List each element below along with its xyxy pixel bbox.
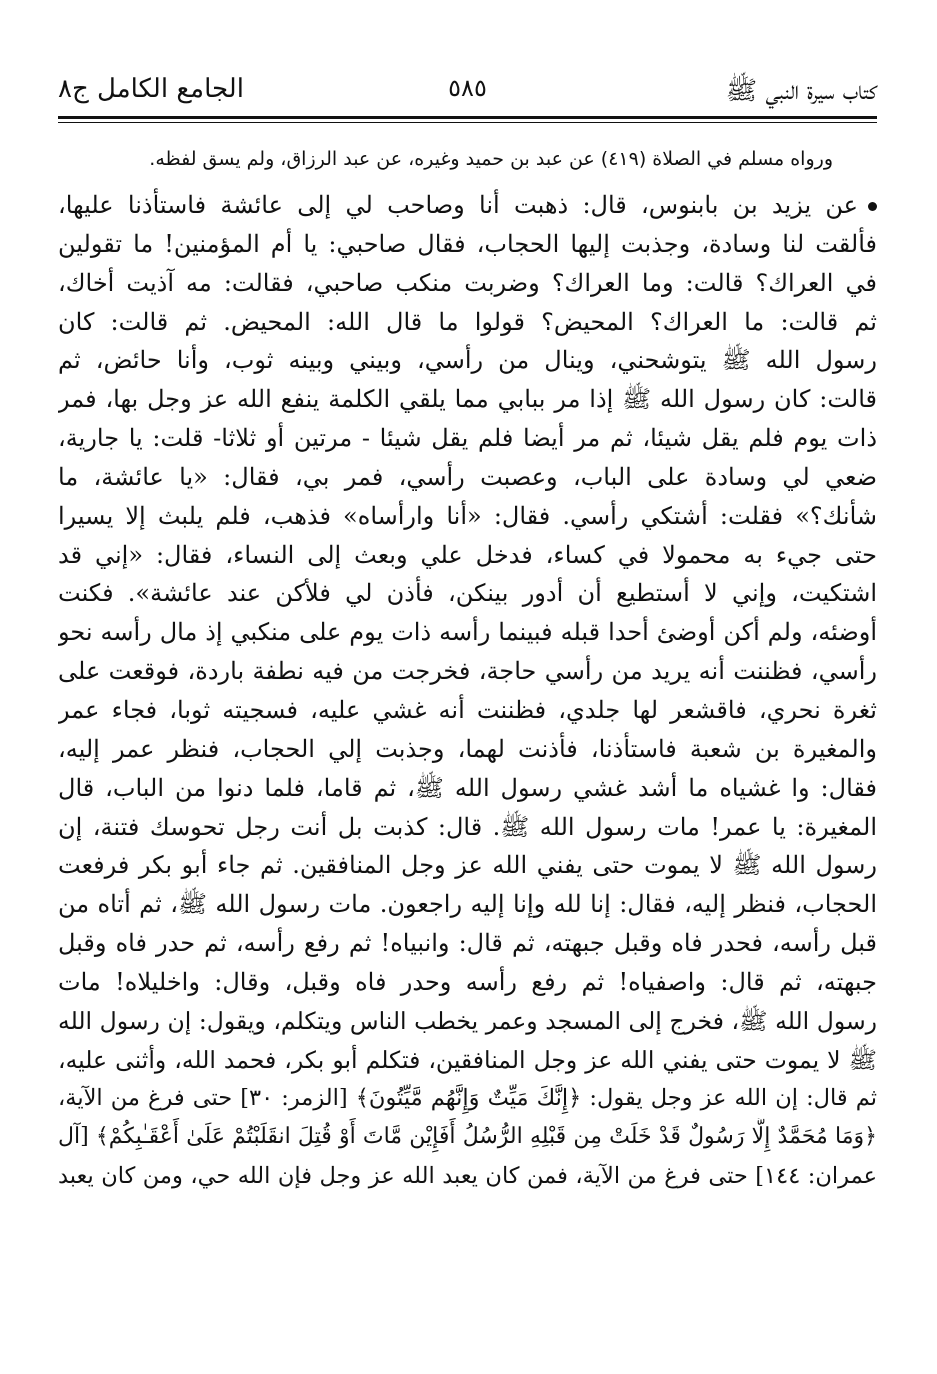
text-line: ذات يوم فلم يقل شيئا، ثم مر أيضا فلم يقل شيئا - مرتين أو ثلاثا- قلت: يا جارية، xyxy=(58,424,877,453)
text-line: اشتكيت، وإني لا أستطيع أن أدور بينكن، فأذن لي فلأكن عند عائشة». فكنت xyxy=(58,579,877,608)
text-line: فألقت لنا وسادة، وجذبت إليها الحجاب، فقال صاحبي: يا أم المؤمنين! ما تقولين xyxy=(58,229,877,258)
text-line: ثم قالت: ما العراك؟ المحيض؟ قولوا ما قال الله: المحيض. ثم قالت: كان xyxy=(58,307,877,336)
text-line: والمغيرة بن شعبة فاستأذنا، فأذنت لهما، وجذبت إلي الحجاب، فنظر عمر إليه، xyxy=(58,734,877,763)
text-line: ضعي لي وسادة على الباب، وعصبت رأسي، فمر بي، فقال: «يا عائشة، ما xyxy=(58,462,877,491)
text-line: جبهته، ثم قال: واصفياه! ثم رفع رأسه وحدر فاه وقبل، وقال: واخليلاه! مات xyxy=(58,967,877,996)
text-line: ﷺ لا يموت حتى يفني الله عز وجل المنافقين، فتكلم أبو بكر، فحمد الله، وأثنى عليه، xyxy=(58,1045,877,1074)
main-text xyxy=(58,186,877,1196)
text-line: قالت: كان رسول الله ﷺ إذا مر ببابي مما يلقي الكلمة ينفع الله عز وجل بها، فمر xyxy=(58,385,877,414)
running-head xyxy=(58,74,877,114)
footnote-text: ورواه مسلم في الصلاة (٤١٩) عن عبد بن حميد وغيره، عن عبد الرزاق، ولم يسق لفظه. xyxy=(149,148,833,170)
text-line: ﴿وَمَا مُحَمَّدٌ إِلَّا رَسُولٌ قَدْ خَلَتْ مِن قَبْلِهِ الرُّسُلُ أَفَإِيْن مَّاتَ أَوْ قُتِلَ انقَلَبْتُمْ عَلَىٰ أَعْقَـٰبِكُمْ﴾ [آل xyxy=(58,1124,877,1150)
bullet-icon xyxy=(868,202,877,211)
text-line: رأسي، فظننت أنه يريد من رأسي حاجة، فخرجت من فيه نطفة باردة، فوقعت على xyxy=(58,657,877,686)
text-line: حتى جيء به محمولا في كساء، فدخل علي وبعث إلى النساء، فقال: «إني قد xyxy=(58,540,877,569)
text-line: ثغرة نحري، فاقشعر لها جلدي، فظننت أنه غشي عليه، فسجيته ثوبا، فجاء عمر xyxy=(58,695,877,724)
text-line: أوضئه، ولم أكن أوضئ أحدا قبله فبينما رأسه ذات يوم على منكبي إذ مال رأسه نحو xyxy=(58,618,877,647)
book-title: كتاب سيرة النبي ﷺ xyxy=(725,76,877,106)
text-line: رسول الله ﷺ، فخرج إلى المسجد وعمر يخطب الناس ويتكلم، ويقول: إن رسول الله xyxy=(58,1006,877,1035)
header-rule-thick xyxy=(58,116,877,119)
header-rule-thin xyxy=(58,122,877,123)
volume-title: الجامع الكامل ج٨ xyxy=(58,74,244,104)
text-line: ثم قال: إن الله عز وجل يقول: ﴿إِنَّكَ مَيِّتٌ وَإِنَّهُم مَّيِّتُونَ﴾ [الزمر: ٣٠] حتى فرغ من الآية، xyxy=(58,1085,877,1112)
text-line: رسول الله ﷺ يتوشحني، وينال من رأسي، وبيني وبينه ثوب، وأنا حائض، ثم xyxy=(58,346,877,375)
text-line: رسول الله ﷺ لا يموت حتى يفني الله عز وجل المنافقين. ثم جاء أبو بكر فرفعت xyxy=(58,851,877,880)
text-line: قبل رأسه، فحدر فاه وقبل جبهته، ثم قال: وانبياه! ثم رفع رأسه، ثم حدر فاه وقبل xyxy=(58,929,877,958)
text-line: عن يزيد بن بابنوس، قال: ذهبت أنا وصاحب لي إلى عائشة فاستأذنا عليها، xyxy=(58,186,877,225)
page-number: ٥٨٥ xyxy=(448,74,487,102)
text-line: في العراك؟ قالت: وما العراك؟ وضربت منكب صاحبي، فقالت: مه آذيت أخاك، xyxy=(58,268,877,297)
text-line: فقال: وا غشياه ما أشد غشي رسول الله ﷺ، ثم قاما، فلما دنوا من الباب، قال xyxy=(58,773,877,802)
text-line: شأنك؟» فقلت: أشتكي رأسي. فقال: «أنا وارأساه» فذهب، فلم يلبث إلا يسيرا xyxy=(58,501,877,530)
text-line: عمران: ١٤٤] حتى فرغ من الآية، فمن كان يعبد الله عز وجل فإن الله حي، ومن كان يعبد xyxy=(58,1163,877,1190)
text-line: المغيرة: يا عمر! مات رسول الله ﷺ. قال: كذبت بل أنت رجل تحوسك فتنة، إن xyxy=(58,812,877,841)
text-line: الحجاب، فنظر إليه، فقال: إنا لله وإنا إليه راجعون. مات رسول الله ﷺ، ثم أتاه من xyxy=(58,890,877,919)
